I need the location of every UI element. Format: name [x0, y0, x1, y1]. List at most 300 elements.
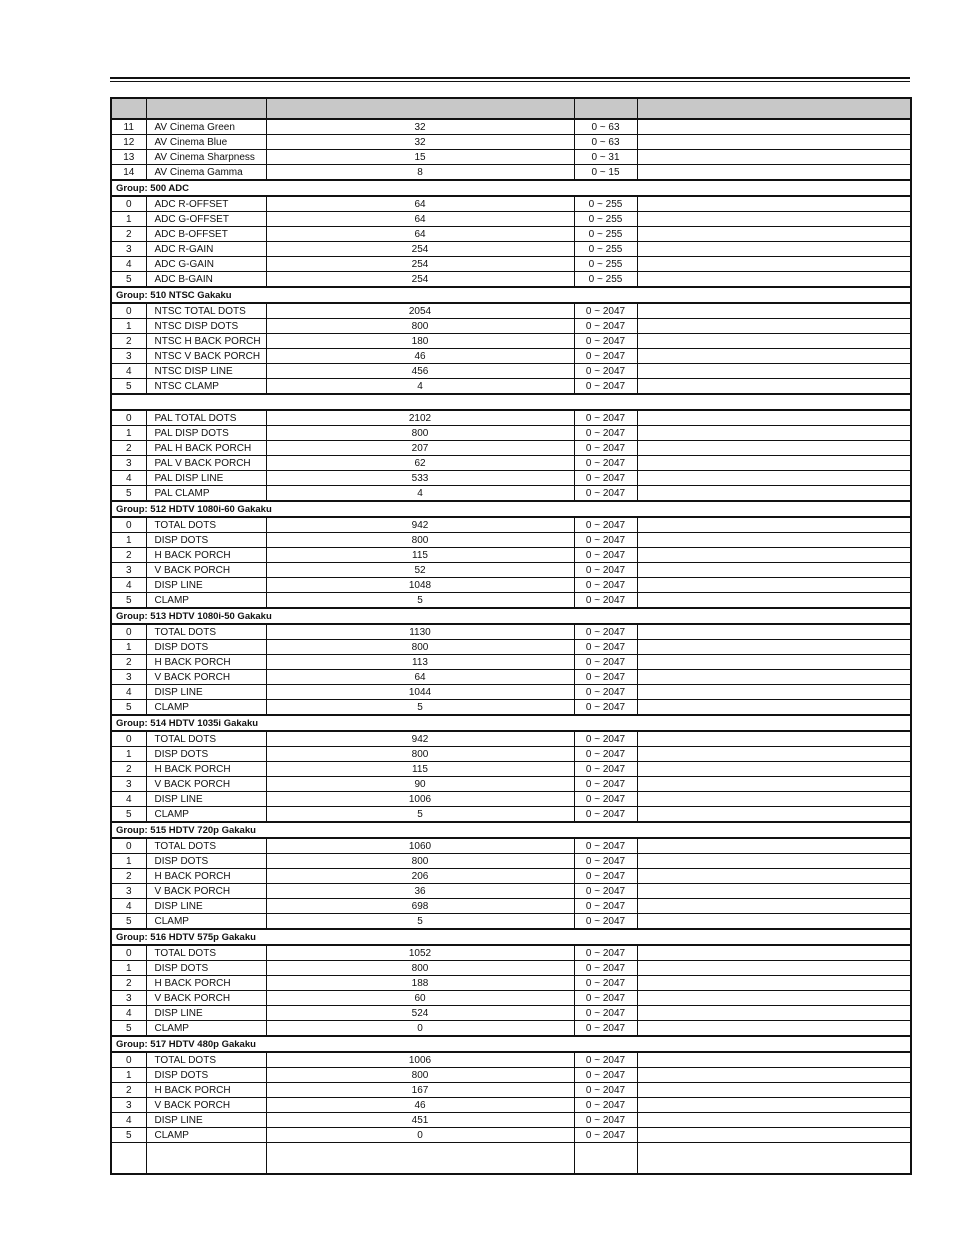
item-value: 456: [266, 364, 574, 379]
item-name: PAL CLAMP: [146, 486, 266, 502]
item-remarks: [637, 426, 911, 441]
row-number: 1: [111, 212, 146, 227]
row-number: 3: [111, 349, 146, 364]
item-value: 32: [266, 119, 574, 135]
item-range: 0 ~ 2047: [574, 670, 637, 685]
table-row: [111, 242, 911, 257]
item-value: 5: [266, 700, 574, 716]
table-row: [111, 1083, 911, 1098]
row-number: 0: [111, 945, 146, 961]
table-row: [111, 700, 911, 716]
item-name: H BACK PORCH: [146, 976, 266, 991]
item-range: 0 ~ 2047: [574, 303, 637, 319]
item-range: 0 ~ 255: [574, 272, 637, 288]
item-remarks: [637, 961, 911, 976]
header-rule-thin: [110, 81, 910, 82]
item-remarks: [637, 150, 911, 165]
row-number: 1: [111, 319, 146, 334]
item-remarks: [637, 379, 911, 395]
table-row: [111, 517, 911, 533]
item-remarks: [637, 1052, 911, 1068]
group-header-row: [111, 180, 911, 196]
item-value: 800: [266, 961, 574, 976]
row-number: 4: [111, 685, 146, 700]
group-title: Group: 513 HDTV 1080i-50 Gakaku: [111, 608, 911, 624]
item-range: 0 ~ 2047: [574, 578, 637, 593]
table-row: [111, 1098, 911, 1113]
item-remarks: [637, 685, 911, 700]
item-range: 0 ~ 2047: [574, 1021, 637, 1037]
item-range: 0 ~ 2047: [574, 884, 637, 899]
item-range: 0 ~ 2047: [574, 533, 637, 548]
item-remarks: [637, 272, 911, 288]
item-range: 0 ~ 2047: [574, 640, 637, 655]
item-name: PAL H BACK PORCH: [146, 441, 266, 456]
item-name: CLAMP: [146, 807, 266, 823]
item-remarks: [637, 334, 911, 349]
item-remarks: [637, 1128, 911, 1143]
item-name: DISP DOTS: [146, 854, 266, 869]
item-range: 0 ~ 63: [574, 119, 637, 135]
table-row: [111, 593, 911, 609]
header-remarks: [637, 98, 911, 119]
item-name: NTSC H BACK PORCH: [146, 334, 266, 349]
table-body: [111, 119, 911, 1174]
row-number: 3: [111, 1098, 146, 1113]
item-name: ADC R-OFFSET: [146, 196, 266, 212]
item-value: 800: [266, 426, 574, 441]
item-remarks: [637, 777, 911, 792]
table-row: [111, 854, 911, 869]
group-title: Group: 514 HDTV 1035i Gakaku: [111, 715, 911, 731]
item-remarks: [637, 349, 911, 364]
table-row: [111, 1128, 911, 1143]
item-remarks: [637, 517, 911, 533]
item-name: PAL DISP DOTS: [146, 426, 266, 441]
table-row: [111, 196, 911, 212]
item-value: 15: [266, 150, 574, 165]
item-value: 1006: [266, 792, 574, 807]
item-range: 0 ~ 255: [574, 257, 637, 272]
row-number: 2: [111, 334, 146, 349]
item-value: 1006: [266, 1052, 574, 1068]
item-value: 1048: [266, 578, 574, 593]
item-range: 0 ~ 2047: [574, 1006, 637, 1021]
item-range: 0 ~ 2047: [574, 945, 637, 961]
group-title: Group: 517 HDTV 480p Gakaku: [111, 1036, 911, 1052]
table-row: [111, 670, 911, 685]
item-remarks: [637, 899, 911, 914]
table-row: [111, 869, 911, 884]
item-range: 0 ~ 255: [574, 227, 637, 242]
row-number: 3: [111, 670, 146, 685]
row-number: 11: [111, 119, 146, 135]
item-remarks: [637, 1068, 911, 1083]
item-remarks: [637, 1021, 911, 1037]
item-value: 800: [266, 533, 574, 548]
item-name: H BACK PORCH: [146, 869, 266, 884]
item-value: 1060: [266, 838, 574, 854]
item-remarks: [637, 991, 911, 1006]
item-name: TOTAL DOTS: [146, 945, 266, 961]
item-value: 46: [266, 349, 574, 364]
row-number: 0: [111, 196, 146, 212]
item-name: CLAMP: [146, 914, 266, 930]
table-row: [111, 991, 911, 1006]
item-name: PAL TOTAL DOTS: [146, 410, 266, 426]
item-value: 207: [266, 441, 574, 456]
item-name: TOTAL DOTS: [146, 838, 266, 854]
row-number: 5: [111, 379, 146, 395]
group-header-row: [111, 608, 911, 624]
item-name: ADC R-GAIN: [146, 242, 266, 257]
table-row: [111, 655, 911, 670]
table-row: [111, 456, 911, 471]
item-remarks: [637, 670, 911, 685]
row-number: 0: [111, 410, 146, 426]
item-value: 36: [266, 884, 574, 899]
table-row: [111, 334, 911, 349]
header-rule-thick: [110, 77, 910, 79]
item-range: 0 ~ 15: [574, 165, 637, 181]
item-range: 0 ~ 2047: [574, 976, 637, 991]
item-value: 5: [266, 914, 574, 930]
row-number: 0: [111, 517, 146, 533]
item-remarks: [637, 257, 911, 272]
item-range: 0 ~ 2047: [574, 762, 637, 777]
item-remarks: [637, 884, 911, 899]
item-name: DISP LINE: [146, 792, 266, 807]
row-number: 0: [111, 838, 146, 854]
table-row: [111, 838, 911, 854]
item-remarks: [637, 1113, 911, 1128]
empty-cell: [637, 1143, 911, 1175]
item-name: PAL V BACK PORCH: [146, 456, 266, 471]
item-name: CLAMP: [146, 593, 266, 609]
item-value: 533: [266, 471, 574, 486]
item-range: 0 ~ 2047: [574, 1052, 637, 1068]
row-number: 2: [111, 441, 146, 456]
item-remarks: [637, 792, 911, 807]
header-value: [266, 98, 574, 119]
item-range: 0 ~ 2047: [574, 486, 637, 502]
header-no: [111, 98, 146, 119]
header-item: [146, 98, 266, 119]
row-number: 5: [111, 1128, 146, 1143]
row-number: 2: [111, 655, 146, 670]
row-number: 1: [111, 747, 146, 762]
item-remarks: [637, 196, 911, 212]
item-name: NTSC V BACK PORCH: [146, 349, 266, 364]
header-range: [574, 98, 637, 119]
row-number: 1: [111, 640, 146, 655]
table-row: [111, 807, 911, 823]
item-name: DISP LINE: [146, 1006, 266, 1021]
item-name: NTSC DISP LINE: [146, 364, 266, 379]
item-range: 0 ~ 2047: [574, 471, 637, 486]
row-number: 2: [111, 762, 146, 777]
item-remarks: [637, 869, 911, 884]
item-value: 0: [266, 1128, 574, 1143]
item-value: 167: [266, 1083, 574, 1098]
table-row: [111, 899, 911, 914]
item-remarks: [637, 533, 911, 548]
item-value: 1130: [266, 624, 574, 640]
item-range: 0 ~ 2047: [574, 593, 637, 609]
row-number: 0: [111, 303, 146, 319]
item-range: 0 ~ 2047: [574, 991, 637, 1006]
item-remarks: [637, 456, 911, 471]
item-value: 5: [266, 807, 574, 823]
item-remarks: [637, 563, 911, 578]
item-value: 254: [266, 272, 574, 288]
item-name: TOTAL DOTS: [146, 624, 266, 640]
item-remarks: [637, 762, 911, 777]
row-number: 2: [111, 1083, 146, 1098]
table-row: [111, 441, 911, 456]
table-row: [111, 640, 911, 655]
item-remarks: [637, 854, 911, 869]
row-number: 13: [111, 150, 146, 165]
item-remarks: [637, 410, 911, 426]
item-name: V BACK PORCH: [146, 991, 266, 1006]
table-row: [111, 303, 911, 319]
table-row: [111, 150, 911, 165]
row-number: 5: [111, 700, 146, 716]
group-header-row: [111, 822, 911, 838]
item-range: 0 ~ 2047: [574, 914, 637, 930]
item-value: 64: [266, 212, 574, 227]
table-row: [111, 364, 911, 379]
item-remarks: [637, 1006, 911, 1021]
table-row: [111, 762, 911, 777]
item-value: 32: [266, 135, 574, 150]
item-value: 115: [266, 762, 574, 777]
table-row: [111, 212, 911, 227]
item-value: 64: [266, 227, 574, 242]
table-row: [111, 272, 911, 288]
row-number: 4: [111, 257, 146, 272]
item-name: DISP DOTS: [146, 1068, 266, 1083]
row-number: 3: [111, 991, 146, 1006]
item-name: ADC G-OFFSET: [146, 212, 266, 227]
table-row: [111, 410, 911, 426]
item-name: AV Cinema Gamma: [146, 165, 266, 181]
row-number: 4: [111, 1113, 146, 1128]
table-row: [111, 349, 911, 364]
row-number: 4: [111, 1006, 146, 1021]
row-number: 3: [111, 563, 146, 578]
item-range: 0 ~ 2047: [574, 1083, 637, 1098]
item-remarks: [637, 593, 911, 609]
table-row: [111, 1021, 911, 1037]
table-row: [111, 976, 911, 991]
group-header-row: [111, 287, 911, 303]
item-value: 52: [266, 563, 574, 578]
table-row: [111, 884, 911, 899]
group-title: Group: 515 HDTV 720p Gakaku: [111, 822, 911, 838]
row-number: 5: [111, 272, 146, 288]
item-range: 0 ~ 2047: [574, 747, 637, 762]
item-range: 0 ~ 2047: [574, 1113, 637, 1128]
item-name: V BACK PORCH: [146, 777, 266, 792]
item-remarks: [637, 838, 911, 854]
item-value: 800: [266, 640, 574, 655]
item-name: DISP LINE: [146, 1113, 266, 1128]
item-range: 0 ~ 63: [574, 135, 637, 150]
item-name: TOTAL DOTS: [146, 731, 266, 747]
table-row: [111, 1113, 911, 1128]
item-name: DISP LINE: [146, 899, 266, 914]
row-number: 1: [111, 961, 146, 976]
item-value: 62: [266, 456, 574, 471]
item-value: 64: [266, 196, 574, 212]
empty-cell: [111, 1143, 146, 1175]
item-remarks: [637, 135, 911, 150]
item-remarks: [637, 640, 911, 655]
item-remarks: [637, 914, 911, 930]
item-remarks: [637, 319, 911, 334]
item-value: 800: [266, 747, 574, 762]
row-number: 2: [111, 976, 146, 991]
row-number: 5: [111, 807, 146, 823]
item-name: ADC B-GAIN: [146, 272, 266, 288]
item-name: V BACK PORCH: [146, 563, 266, 578]
item-remarks: [637, 548, 911, 563]
row-number: 3: [111, 777, 146, 792]
item-value: 5: [266, 593, 574, 609]
item-value: 90: [266, 777, 574, 792]
row-number: 5: [111, 1021, 146, 1037]
table-row: [111, 914, 911, 930]
item-name: DISP DOTS: [146, 747, 266, 762]
group-title: [111, 394, 911, 410]
table-row: [111, 533, 911, 548]
item-range: 0 ~ 2047: [574, 899, 637, 914]
item-range: 0 ~ 2047: [574, 1068, 637, 1083]
item-value: 254: [266, 257, 574, 272]
group-title: Group: 516 HDTV 575p Gakaku: [111, 929, 911, 945]
item-name: V BACK PORCH: [146, 884, 266, 899]
table-row: [111, 1068, 911, 1083]
item-value: 800: [266, 1068, 574, 1083]
row-number: 5: [111, 593, 146, 609]
item-value: 188: [266, 976, 574, 991]
item-range: 0 ~ 2047: [574, 1128, 637, 1143]
item-range: 0 ~ 2047: [574, 807, 637, 823]
item-name: TOTAL DOTS: [146, 1052, 266, 1068]
item-name: ADC B-OFFSET: [146, 227, 266, 242]
table-footer-row: [111, 1143, 911, 1175]
item-name: ADC G-GAIN: [146, 257, 266, 272]
group-title: Group: 500 ADC: [111, 180, 911, 196]
item-name: V BACK PORCH: [146, 1098, 266, 1113]
table-row: [111, 747, 911, 762]
table-row: [111, 486, 911, 502]
item-name: V BACK PORCH: [146, 670, 266, 685]
row-number: 14: [111, 165, 146, 181]
item-range: 0 ~ 2047: [574, 731, 637, 747]
item-name: AV Cinema Blue: [146, 135, 266, 150]
row-number: 3: [111, 242, 146, 257]
group-header-row: [111, 394, 911, 410]
table-row: [111, 578, 911, 593]
item-range: 0 ~ 2047: [574, 777, 637, 792]
item-name: CLAMP: [146, 1128, 266, 1143]
item-value: 1044: [266, 685, 574, 700]
row-number: 5: [111, 914, 146, 930]
item-value: 8: [266, 165, 574, 181]
row-number: 5: [111, 486, 146, 502]
row-number: 1: [111, 1068, 146, 1083]
item-range: 0 ~ 2047: [574, 319, 637, 334]
group-title: Group: 510 NTSC Gakaku: [111, 287, 911, 303]
table-row: [111, 257, 911, 272]
item-value: 524: [266, 1006, 574, 1021]
table-row: [111, 563, 911, 578]
item-remarks: [637, 212, 911, 227]
table-row: [111, 319, 911, 334]
item-name: DISP DOTS: [146, 533, 266, 548]
item-range: 0 ~ 2047: [574, 685, 637, 700]
item-remarks: [637, 441, 911, 456]
row-number: 4: [111, 471, 146, 486]
item-value: 115: [266, 548, 574, 563]
item-remarks: [637, 303, 911, 319]
item-name: DISP LINE: [146, 578, 266, 593]
item-name: DISP DOTS: [146, 961, 266, 976]
item-value: 4: [266, 486, 574, 502]
item-value: 180: [266, 334, 574, 349]
item-value: 451: [266, 1113, 574, 1128]
row-number: 1: [111, 533, 146, 548]
row-number: 4: [111, 578, 146, 593]
item-range: 0 ~ 2047: [574, 563, 637, 578]
table-row: [111, 471, 911, 486]
table-row: [111, 792, 911, 807]
item-range: 0 ~ 255: [574, 242, 637, 257]
item-name: CLAMP: [146, 1021, 266, 1037]
table-row: [111, 135, 911, 150]
group-header-row: [111, 929, 911, 945]
table-row: [111, 119, 911, 135]
item-name: DISP DOTS: [146, 640, 266, 655]
row-number: 4: [111, 899, 146, 914]
item-range: 0 ~ 2047: [574, 426, 637, 441]
item-name: DISP LINE: [146, 685, 266, 700]
row-number: 12: [111, 135, 146, 150]
item-range: 0 ~ 2047: [574, 334, 637, 349]
item-value: 0: [266, 1021, 574, 1037]
item-value: 942: [266, 731, 574, 747]
item-range: 0 ~ 2047: [574, 655, 637, 670]
item-range: 0 ~ 31: [574, 150, 637, 165]
row-number: 3: [111, 456, 146, 471]
item-name: AV Cinema Green: [146, 119, 266, 135]
item-value: 942: [266, 517, 574, 533]
table-row: [111, 548, 911, 563]
item-name: PAL DISP LINE: [146, 471, 266, 486]
item-remarks: [637, 1098, 911, 1113]
item-range: 0 ~ 2047: [574, 624, 637, 640]
table-row: [111, 624, 911, 640]
row-number: 0: [111, 1052, 146, 1068]
item-remarks: [637, 486, 911, 502]
item-remarks: [637, 471, 911, 486]
table-row: [111, 165, 911, 181]
item-remarks: [637, 747, 911, 762]
item-value: 4: [266, 379, 574, 395]
